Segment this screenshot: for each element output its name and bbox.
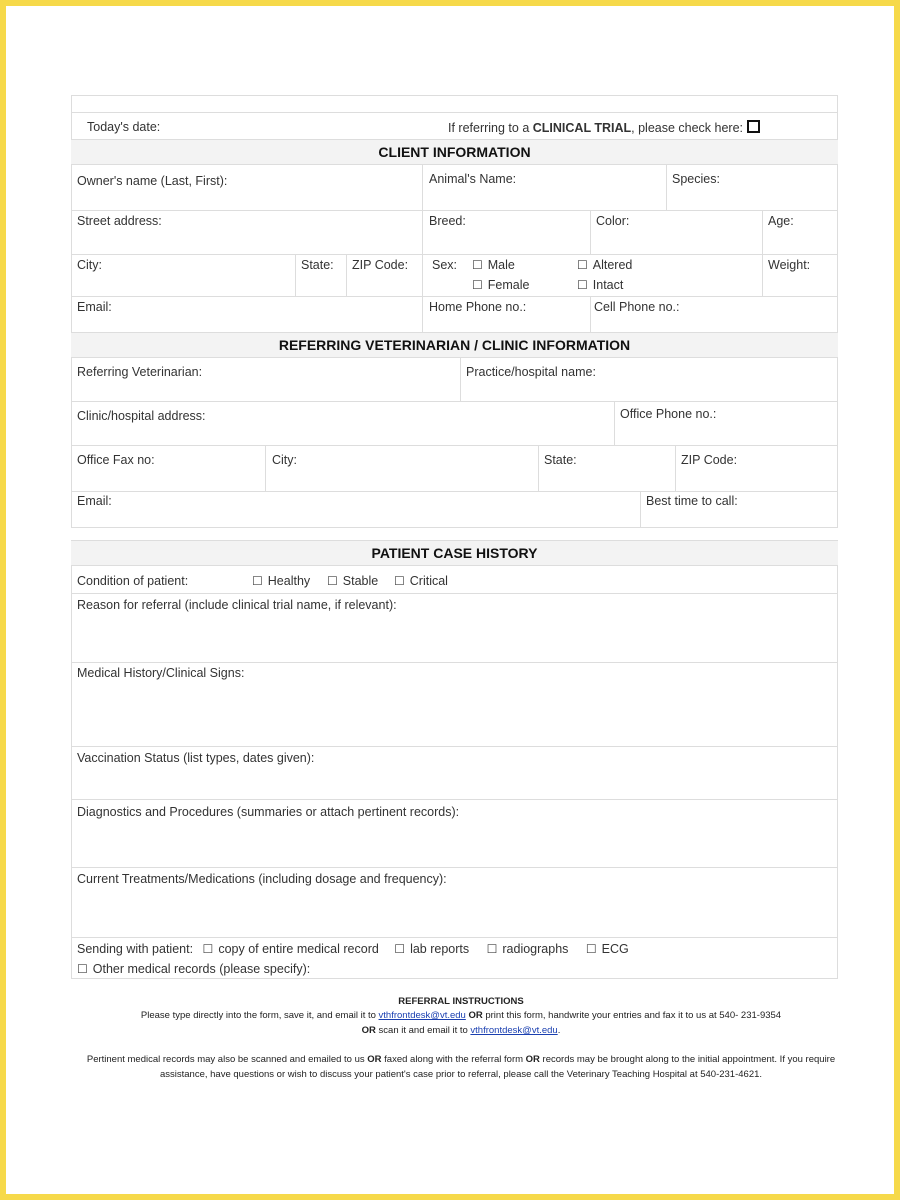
document-page bbox=[6, 6, 894, 1194]
critical-option[interactable]: ☐ Critical bbox=[394, 574, 448, 588]
ecg-label: ECG bbox=[601, 942, 629, 956]
lab-reports-label: lab reports bbox=[410, 942, 470, 956]
medical-history-field[interactable]: Medical History/Clinical Signs: bbox=[77, 666, 245, 680]
referring-state-field[interactable]: State: bbox=[544, 453, 577, 467]
altered-checkbox[interactable]: ☐ bbox=[577, 258, 588, 272]
clinic-address-field[interactable]: Clinic/hospital address: bbox=[77, 409, 206, 423]
stable-option[interactable]: ☐ Stable bbox=[327, 574, 379, 588]
male-checkbox[interactable]: ☐ bbox=[472, 258, 483, 272]
other-records-option[interactable]: ☐ Other medical records (please specify): bbox=[77, 962, 311, 976]
copy-record-checkbox[interactable]: ☐ bbox=[202, 942, 214, 956]
street-address-field[interactable]: Street address: bbox=[77, 214, 162, 228]
healthy-checkbox[interactable]: ☐ bbox=[252, 574, 263, 588]
intact-checkbox[interactable]: ☐ bbox=[577, 278, 588, 292]
todays-date-label: Today's date: bbox=[87, 120, 161, 134]
clinical-trial-checkbox[interactable] bbox=[747, 120, 760, 133]
email-link-2[interactable]: vthfrontdesk@vt.edu bbox=[470, 1025, 558, 1036]
intact-option[interactable]: ☐ Intact bbox=[577, 278, 624, 292]
radiographs-checkbox[interactable]: ☐ bbox=[486, 942, 498, 956]
condition-label: Condition of patient: bbox=[77, 574, 189, 588]
species-field[interactable]: Species: bbox=[672, 172, 720, 186]
healthy-option[interactable]: ☐ Healthy bbox=[252, 574, 311, 588]
altered-option[interactable]: ☐ Altered bbox=[577, 258, 633, 272]
referring-email-field[interactable]: Email: bbox=[77, 494, 112, 508]
top-border-2 bbox=[71, 112, 838, 113]
referring-zip-field[interactable]: ZIP Code: bbox=[681, 453, 738, 467]
client-info-heading: CLIENT INFORMATION bbox=[71, 139, 838, 165]
critical-checkbox[interactable]: ☐ bbox=[394, 574, 405, 588]
referring-vet-field[interactable]: Referring Veterinarian: bbox=[77, 365, 203, 379]
office-fax-field[interactable]: Office Fax no: bbox=[77, 453, 155, 467]
male-option[interactable]: ☐ Male bbox=[472, 258, 515, 272]
age-field[interactable]: Age: bbox=[768, 214, 794, 228]
best-time-field[interactable]: Best time to call: bbox=[646, 494, 738, 508]
color-field[interactable]: Color: bbox=[596, 214, 630, 228]
office-phone-field[interactable]: Office Phone no.: bbox=[620, 407, 717, 421]
email-link[interactable]: vthfrontdesk@vt.edu bbox=[378, 1010, 466, 1021]
treatments-field[interactable]: Current Treatments/Medications (including dosage and frequency): bbox=[77, 872, 447, 886]
instructions-line-2: OR scan it and email it to vthfrontdesk@vt.edu. bbox=[361, 1025, 561, 1036]
sex-label: Sex: bbox=[432, 258, 458, 272]
owner-name-field[interactable]: Owner's name (Last, First): bbox=[77, 174, 228, 188]
lab-reports-checkbox[interactable]: ☐ bbox=[394, 942, 406, 956]
zip-field[interactable]: ZIP Code: bbox=[352, 258, 409, 272]
reason-field[interactable]: Reason for referral (include clinical trial name, if relevant): bbox=[77, 598, 397, 612]
instructions-line-1: Please type directly into the form, save it, and email it to vthfrontdesk@vt.edu OR print this form, handwrite your entries and fax it to us at 540- 231-9354 bbox=[140, 1010, 782, 1021]
home-phone-field[interactable]: Home Phone no.: bbox=[429, 300, 527, 314]
female-option[interactable]: ☐ Female bbox=[472, 278, 530, 292]
cell-phone-field[interactable]: Cell Phone no.: bbox=[594, 300, 680, 314]
top-border bbox=[71, 95, 838, 96]
instructions-title: REFERRAL INSTRUCTIONS bbox=[398, 996, 524, 1007]
city-field[interactable]: City: bbox=[77, 258, 102, 272]
female-checkbox[interactable]: ☐ bbox=[472, 278, 483, 292]
state-field[interactable]: State: bbox=[301, 258, 334, 272]
history-heading: PATIENT CASE HISTORY bbox=[71, 540, 838, 566]
diagnostics-field[interactable]: Diagnostics and Procedures (summaries or attach pertinent records): bbox=[77, 805, 460, 819]
client-email-field[interactable]: Email: bbox=[77, 300, 112, 314]
breed-field[interactable]: Breed: bbox=[429, 214, 466, 228]
other-records-checkbox[interactable]: ☐ bbox=[77, 962, 88, 976]
instructions-paragraph-2: Pertinent medical records may also be scanned and emailed to us OR faxed along with the referral form OR records may be brought along to the initial appointment. If you require assistance, have questions or wish to discuss your patient's case prior to referral, please call the Veterinary Teaching Hospital at 540-231-4621. bbox=[86, 1054, 836, 1080]
radiographs-label: radiographs bbox=[502, 942, 569, 956]
referring-city-field[interactable]: City: bbox=[272, 453, 297, 467]
copy-record-label: copy of entire medical record bbox=[218, 942, 379, 956]
referring-heading: REFERRING VETERINARIAN / CLINIC INFORMATION bbox=[71, 332, 838, 358]
practice-name-field[interactable]: Practice/hospital name: bbox=[466, 365, 596, 379]
ecg-checkbox[interactable]: ☐ bbox=[585, 942, 597, 956]
animal-name-field[interactable]: Animal's Name: bbox=[429, 172, 517, 186]
vaccination-field[interactable]: Vaccination Status (list types, dates given): bbox=[77, 751, 315, 765]
stable-checkbox[interactable]: ☐ bbox=[327, 574, 338, 588]
weight-field[interactable]: Weight: bbox=[768, 258, 811, 272]
clinical-trial-label: If referring to a CLINICAL TRIAL, please check here: bbox=[448, 120, 760, 135]
sending-with-patient-row: Sending with patient: ☐ copy of entire medical record ☐ lab reports ☐ radiographs ☐ ECG bbox=[77, 942, 629, 956]
